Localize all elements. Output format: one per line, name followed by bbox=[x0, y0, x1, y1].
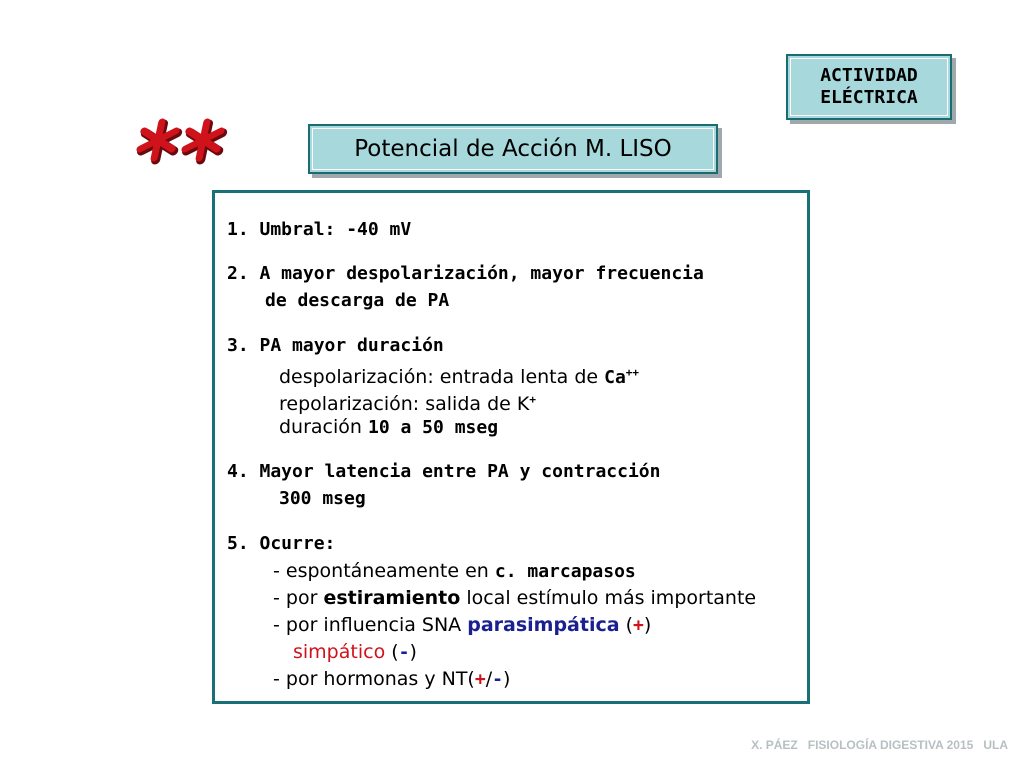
item-4: 4. Mayor latencia entre PA y contracción bbox=[227, 461, 661, 482]
content-panel bbox=[212, 190, 810, 704]
item-3: 3. PA mayor duración bbox=[227, 335, 444, 356]
footer-credit: X. PÁEZ FISIOLOGÍA DIGESTIVA 2015 ULA bbox=[751, 738, 1008, 752]
item-4-cont: 300 mseg bbox=[279, 488, 366, 509]
item-5-sna: - por influencia SNA parasimpática (+) bbox=[273, 614, 652, 636]
asterisk-icon bbox=[138, 122, 180, 160]
item-5-simpatico: simpático (-) bbox=[293, 641, 417, 663]
item-1: 1. Umbral: -40 mV bbox=[227, 219, 412, 240]
badge-line-1: ACTIVIDAD bbox=[820, 65, 918, 86]
item-2: 2. A mayor despolarización, mayor frecuencia bbox=[227, 263, 704, 284]
double-asterisk-icon bbox=[133, 114, 233, 166]
item-2-cont: de descarga de PA bbox=[265, 290, 450, 311]
item-5-marcapasos: - espontáneamente en c. marcapasos bbox=[273, 560, 636, 582]
slide-title: Potencial de Acción M. LISO bbox=[308, 124, 718, 174]
item-5-hormonas: - por hormonas y NT(+/-) bbox=[273, 668, 511, 690]
item-3-repolarizacion: repolarización: salida de K+ bbox=[279, 393, 536, 415]
asterisk-icon bbox=[183, 122, 225, 160]
item-3-duracion: duración 10 a 50 mseg bbox=[279, 416, 499, 438]
item-3-despolarizacion: despolarización: entrada lenta de Ca++ bbox=[279, 366, 640, 388]
item-5: 5. Ocurre: bbox=[227, 533, 336, 554]
badge-line-2: ELÉCTRICA bbox=[820, 87, 918, 108]
section-badge bbox=[786, 54, 952, 120]
item-5-estiramiento: - por estiramiento local estímulo más importante bbox=[273, 587, 757, 609]
